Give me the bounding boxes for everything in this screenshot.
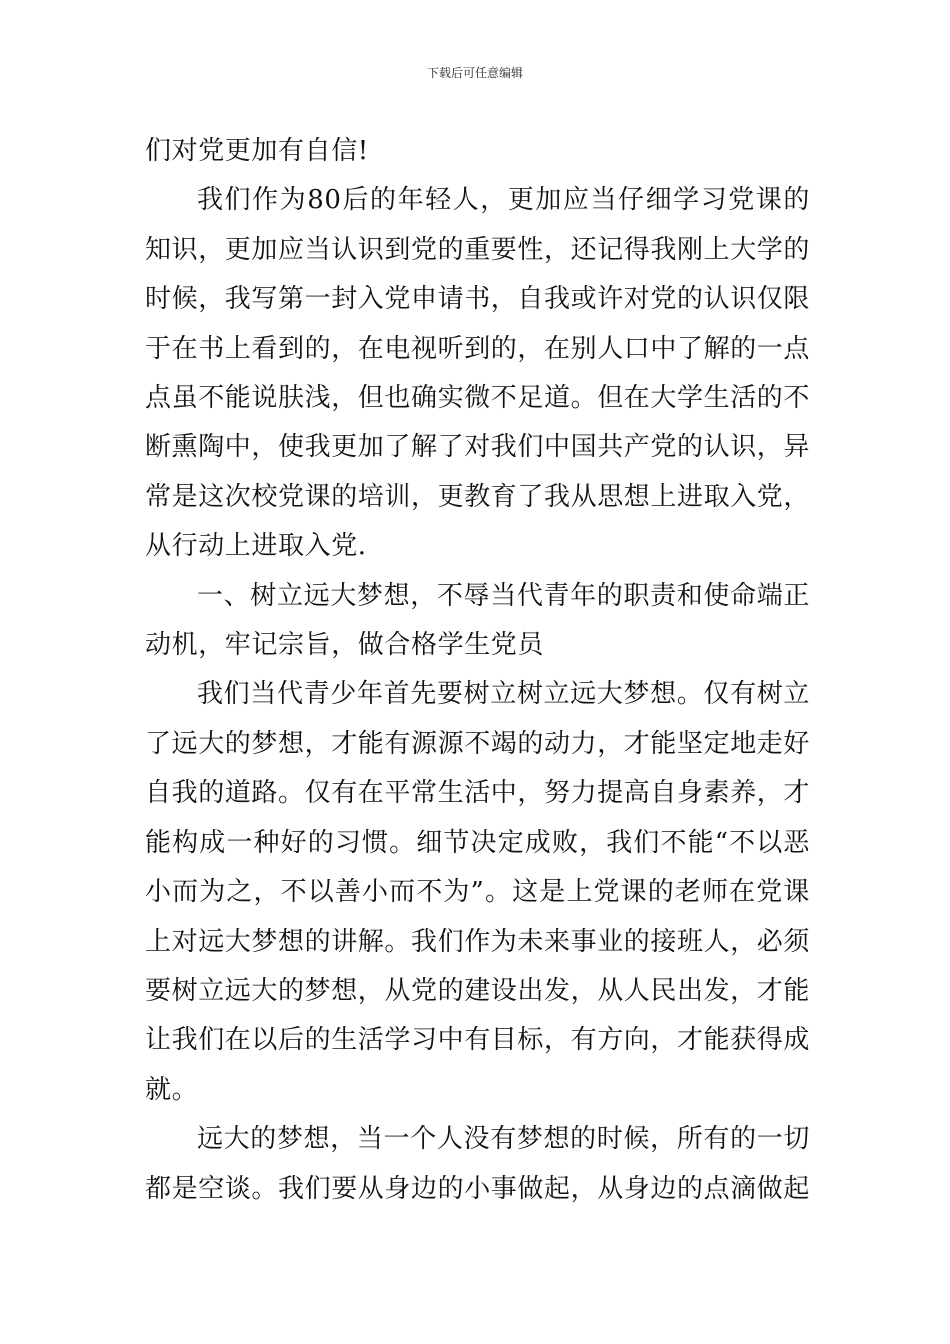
paragraph-dreams: 远大的梦想，当一个人没有梦想的时候，所有的一切都是空谈。我们要从身边的小事做起，从身边的点滴做起 — [145, 1124, 811, 1204]
paragraph-ideals: 我们当代青少年首先要树立树立远大梦想。仅有树立了远大的梦想，才能有源源不竭的动力，才能坚定地走好自我的道路。仅有在平常生活中，努力提高自身素养，才能构成一种好的习惯。细节决定成败，我们不能“不以恶小而为之，不以善小而不为”。这是上党课的老师在党课上对远大梦想的讲解。我们作为未来事业的接班人，必须要树立远大的梦想，从党的建设出发，从人民出发，才能让我们在以后的生活学习中有目标，有方向，才能获得成就。 — [145, 679, 811, 1105]
page-header-note: 下载后可任意编辑 — [426, 66, 523, 80]
paragraph-young-generation: 我们作为80后的年轻人，更加应当仔细学习党课的知识，更加应当认识到党的重要性，还记得我刚上大学的时候，我写第一封入党申请书，自我或许对党的认识仅限于在书上看到的，在电视听到的，在别人口中了解的一点点虽不能说肤浅，但也确实微不足道。但在大学生活的不断熏陶中，使我更加了解了对我们中国共产党的认识，异常是这次校党课的培训，更教育了我从思想上进取入党，从行动上进取入党. — [145, 185, 811, 562]
paragraph-continuation: 们对党更加有自信! — [145, 136, 369, 166]
section-heading-ideals: 一、树立远大梦想，不辱当代青年的职责和使命端正动机，牢记宗旨，做合格学生党员 — [145, 580, 810, 661]
document-body — [145, 127, 810, 1214]
